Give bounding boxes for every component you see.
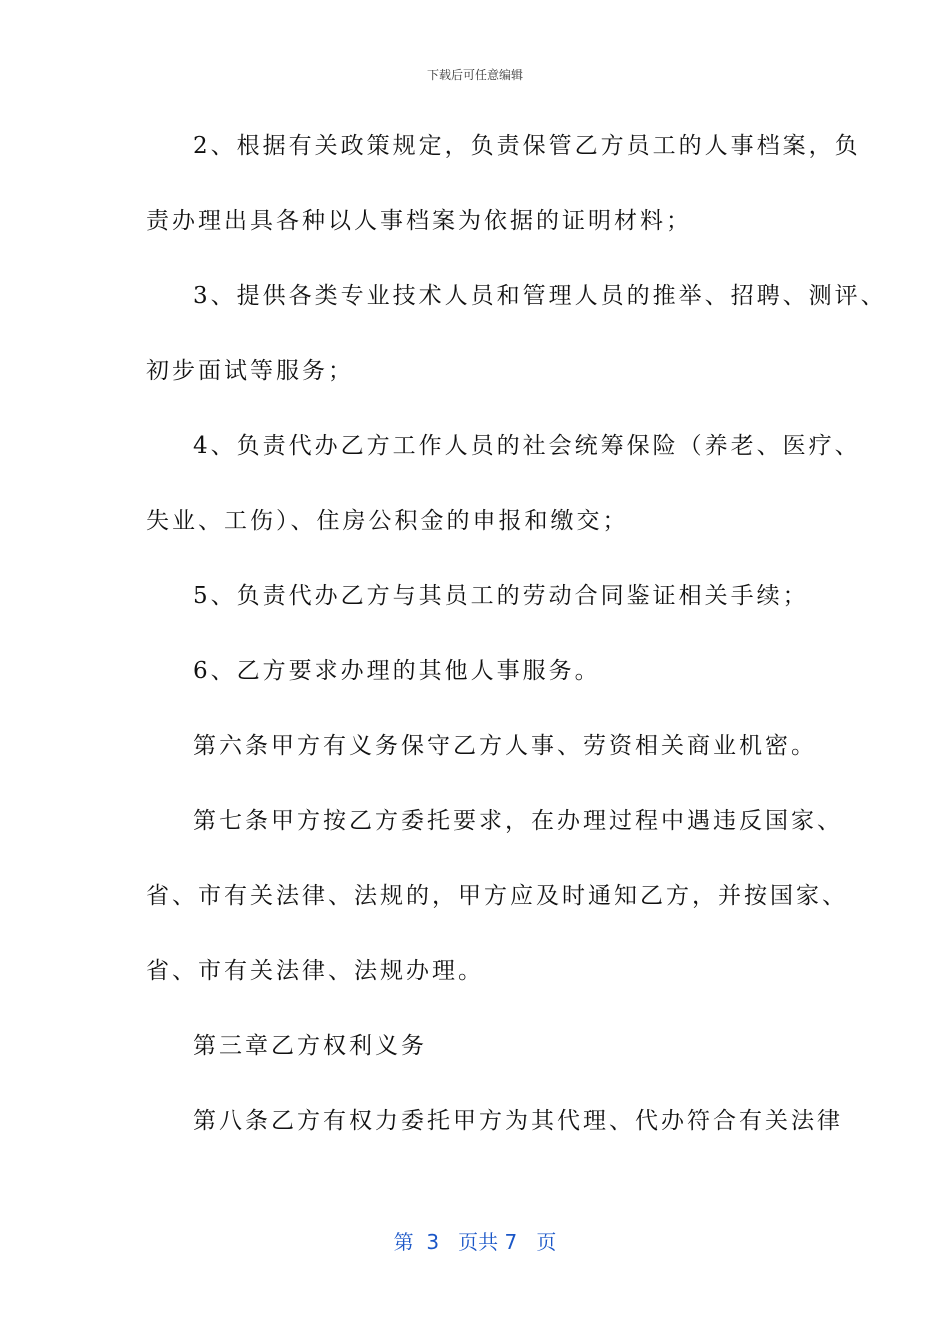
- text-line: 省、市有关法律、法规办理。: [146, 958, 484, 984]
- text-line: 初步面试等服务；: [146, 358, 354, 384]
- text-line: 责办理出具各种以人事档案为依据的证明材料；: [146, 208, 692, 234]
- text-line: 省、市有关法律、法规的，甲方应及时通知乙方，并按国家、: [146, 883, 848, 909]
- text-line: 失业、工伤）、住房公积金的申报和缴交；: [146, 508, 629, 534]
- text-line: 4、负责代办乙方工作人员的社会统筹保险（养老、医疗、: [193, 433, 861, 459]
- text-line: 5、负责代办乙方与其员工的劳动合同鉴证相关手续；: [193, 583, 809, 609]
- text-line: 第六条甲方有义务保守乙方人事、劳资相关商业机密。: [193, 733, 817, 759]
- text-line: 2、根据有关政策规定，负责保管乙方员工的人事档案，负: [193, 133, 861, 159]
- text-line: 第七条甲方按乙方委托要求，在办理过程中遇违反国家、: [193, 808, 843, 834]
- text-line: 3、提供各类专业技术人员和管理人员的推举、招聘、测评、: [193, 283, 887, 309]
- chapter-heading: 第三章乙方权利义务: [193, 1033, 427, 1059]
- page-number: 第 3 页共 7 页: [393, 1230, 557, 1254]
- text-line: 6、乙方要求办理的其他人事服务。: [193, 658, 601, 684]
- header-note: 下载后可任意编辑: [426, 68, 523, 82]
- text-line: 第八条乙方有权力委托甲方为其代理、代办符合有关法律: [193, 1108, 843, 1134]
